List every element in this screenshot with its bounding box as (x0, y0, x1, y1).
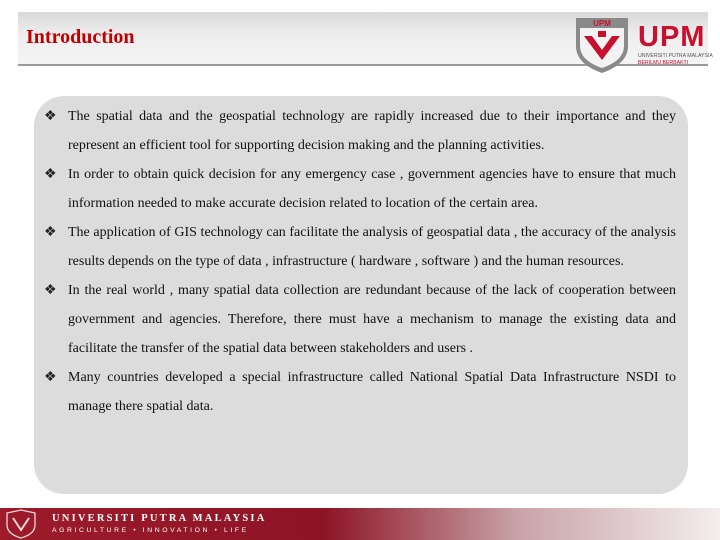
logo-subtitle: UNIVERSITI PUTRA MALAYSIA (638, 53, 713, 59)
bullet-text: In the real world , many spatial data collection are redundant because of the lack of cooperation between government and agencies. Therefore, there must have a mechanism to manage the existing data and facilitate the transfer of the spatial data between stakeholders and users . (68, 283, 676, 356)
footer-banner (0, 508, 720, 540)
bullet-text: In order to obtain quick decision for any emergency case , government agencies have to ensure that much information needed to make accurate decision related to location of the certain area. (68, 167, 676, 211)
bullet-list (34, 96, 688, 421)
bullet-text: The application of GIS technology can facilitate the analysis of geospatial data , the accuracy of the analysis results depends on the type of data , infrastructure ( hardware , software ) and the human resources. (68, 225, 676, 269)
bullet-item (34, 363, 676, 421)
diamond-bullet-icon: ❖ (44, 370, 57, 385)
diamond-bullet-icon: ❖ (44, 283, 57, 298)
bullet-item (34, 276, 676, 363)
upm-logo (572, 16, 712, 74)
shield-text: UPM (593, 19, 611, 28)
bullet-item (34, 160, 676, 218)
bullet-text: The spatial data and the geospatial technology are rapidly increased due to their importance and they represent an efficient tool for supporting decision making and the planning activities. (68, 109, 676, 153)
footer-university-name: UNIVERSITI PUTRA MALAYSIA (52, 513, 267, 524)
slide-title: Introduction (26, 26, 135, 48)
bullet-item (34, 218, 676, 276)
footer-tagline: AGRICULTURE • INNOVATION • LIFE (52, 527, 249, 534)
diamond-bullet-icon: ❖ (44, 167, 57, 182)
diamond-bullet-icon: ❖ (44, 225, 57, 240)
bullet-text: Many countries developed a special infrastructure called National Spatial Data Infrastructure NSDI to manage there spatial data. (68, 370, 676, 414)
logo-motto: BERILMU BERBAKTI (638, 60, 689, 66)
university-crest-icon (4, 509, 38, 539)
logo-wordmark: UPM (638, 21, 706, 53)
bullet-item (34, 102, 676, 160)
content-panel (34, 96, 688, 494)
upm-shield-icon (572, 16, 632, 74)
diamond-bullet-icon: ❖ (44, 109, 57, 124)
